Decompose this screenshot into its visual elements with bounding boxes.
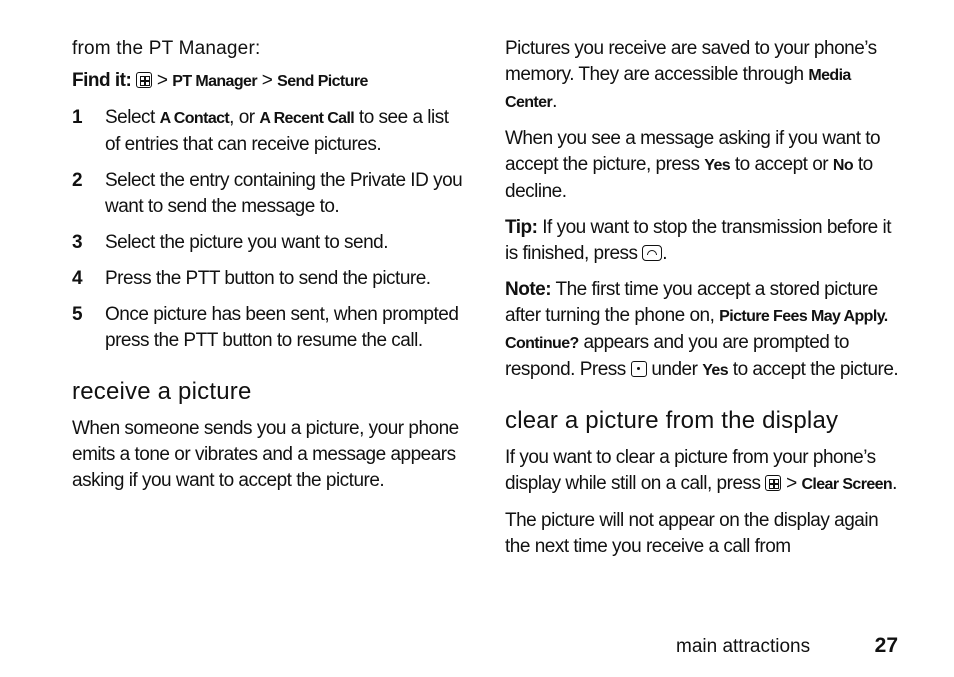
step-4 [72, 266, 464, 292]
paragraph-accept: When you see a message asking if you want to accept the picture, press Yes to accept or No to decline. [505, 128, 881, 202]
step-2 [72, 168, 464, 220]
step-number: 2 [72, 170, 83, 191]
left-column [72, 34, 464, 494]
right-column [505, 34, 900, 560]
menu-key-icon [136, 72, 152, 88]
page-footer [676, 634, 898, 658]
page-number: 27 [874, 634, 898, 657]
section-heading-clear: clear a picture from the display [505, 407, 839, 434]
section-heading-receive: receive a picture [72, 378, 252, 405]
center-select-key-icon [631, 361, 647, 377]
step-3 [72, 230, 464, 256]
path-separator: > [261, 70, 273, 91]
step-number: 1 [72, 107, 83, 128]
intro-text: from the PT Manager: [72, 38, 261, 59]
path-pt-manager: PT Manager [172, 73, 257, 90]
step-number: 4 [72, 268, 83, 289]
path-send-picture: Send Picture [277, 73, 368, 90]
menu-key-icon [765, 475, 781, 491]
path-separator: > [156, 70, 168, 91]
find-it-label: Find it: [72, 70, 132, 91]
step-1 [72, 105, 464, 158]
step-text: Select the picture you want to send. [105, 232, 389, 253]
note-label: Note: [505, 279, 552, 300]
step-number: 5 [72, 304, 83, 325]
step-5 [72, 302, 464, 354]
step-text: Press the PTT button to send the picture. [105, 268, 431, 289]
clear-followup: The picture will not appear on the display again the next time you receive a call from [505, 510, 879, 557]
step-text: Once picture has been sent, when prompted press the PTT button to resume the call. [105, 304, 459, 351]
receive-body: When someone sends you a picture, your phone emits a tone or vibrates and a message appears asking if you want to accept the picture. [72, 418, 459, 491]
step-number: 3 [72, 232, 83, 253]
step-text: Select A Contact, or A Recent Call to see a list of entries that can receive pictures. [105, 107, 449, 155]
find-it-path [72, 68, 464, 95]
tip-paragraph: Tip: If you want to stop the transmission before it is finished, press . [505, 217, 892, 264]
footer-section-name: main attractions [676, 636, 811, 657]
note-paragraph: Note: The first time you accept a stored picture after turning the phone on, Picture Fees May Apply. Continue? appears and you are prompted to respond. Press under Yes to accept the picture. [505, 279, 899, 380]
paragraph-saved: Pictures you receive are saved to your phone’s memory. They are accessible through Media Center. [505, 38, 877, 112]
end-key-icon [642, 245, 662, 261]
tip-label: Tip: [505, 217, 538, 238]
clear-paragraph: If you want to clear a picture from your phone’s display while still on a call, press > Clear Screen. [505, 447, 897, 494]
step-text: Select the entry containing the Private ID you want to send the message to. [105, 170, 463, 217]
